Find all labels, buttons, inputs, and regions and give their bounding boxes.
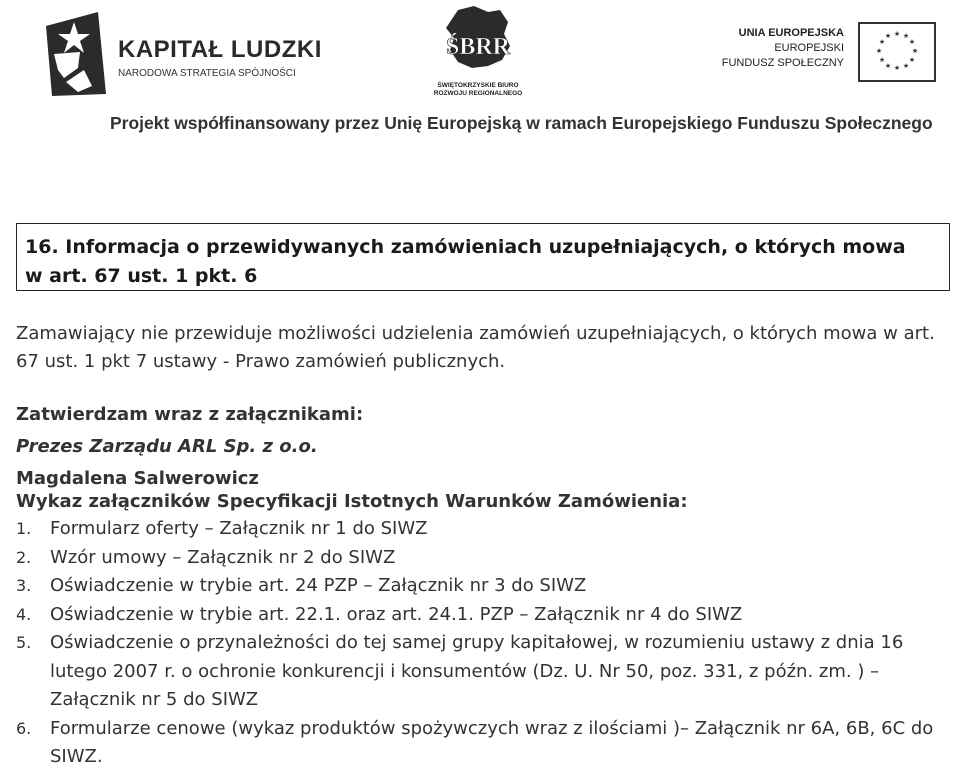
- svg-text:★: ★: [878, 38, 886, 46]
- kapital-ludzki-subtitle: NARODOWA STRATEGIA SPÓJNOŚCI: [118, 68, 296, 79]
- list-item: [16, 715, 946, 772]
- kapital-ludzki-title: KAPITAŁ LUDZKI: [118, 36, 322, 63]
- attachments-list: [16, 515, 946, 772]
- list-item: [16, 572, 946, 601]
- body-paragraph: Zamawiający nie przewiduje możliwości udzielenia zamówień uzupełniających, o których mowa w art. 67 ust. 1 pkt 7 ustawy - Prawo zamówień publicznych.: [16, 323, 935, 372]
- list-item-number: 5.: [16, 633, 32, 652]
- svg-text:★: ★: [893, 30, 901, 38]
- svg-text:★: ★: [884, 62, 892, 70]
- signatory-name: Magdalena Salwerowicz: [16, 468, 259, 489]
- attachments-heading: Wykaz załączników Specyfikacji Istotnych Warunków Zamówienia:: [16, 491, 688, 512]
- eu-logo: [721, 20, 936, 90]
- list-item: [16, 601, 946, 630]
- list-item-text: Oświadczenie w trybie art. 22.1. oraz art. 24.1. PZP – Załącznik nr 4 do SIWZ: [50, 603, 743, 625]
- list-item: [16, 629, 946, 715]
- eu-line-2: EUROPEJSKI: [774, 42, 844, 54]
- kapital-ludzki-logo: [40, 8, 322, 103]
- svg-text:★: ★: [893, 64, 901, 72]
- sbrr-map-icon: [428, 4, 528, 82]
- svg-text:★: ★: [902, 32, 910, 40]
- list-item-text: Oświadczenie w trybie art. 24 PZP – Załącznik nr 3 do SIWZ: [50, 575, 587, 596]
- sbrr-title: ŚBRR: [445, 34, 511, 60]
- list-item-number: 2.: [16, 547, 32, 567]
- list-item-text: Oświadczenie o przynależności do tej samej grupy kapitałowej, w rozumieniu ustawy z dnia 16 lutego 2007 r. o ochronie konkurencji i konsumentów (Dz. U. Nr 50, poz. 331, z późn. zm. ) – Załącznik nr 5 do SIWZ: [50, 632, 904, 710]
- eu-line-3: FUNDUSZ SPOŁECZNY: [721, 57, 844, 69]
- eu-flag-icon: [858, 22, 936, 82]
- svg-text:★: ★: [908, 38, 916, 46]
- kapital-ludzki-emblem-icon: [40, 8, 112, 100]
- section-title: 16. Informacja o przewidywanych zamówieniach uzupełniających, o których mowa w art. 67 ust. 1 pkt. 6: [25, 236, 906, 287]
- list-item-text: Formularze cenowe (wykaz produktów spożywczych wraz z ilościami )– Załącznik nr 6A, 6B, 6C do SIWZ.: [50, 717, 934, 767]
- sbrr-subtitle-line-2: ROZWOJU REGIONALNEGO: [433, 90, 523, 97]
- list-item-text: Wzór umowy – Załącznik nr 2 do SIWZ: [50, 546, 396, 568]
- list-item-number: 4.: [16, 604, 32, 624]
- svg-text:★: ★: [902, 62, 910, 70]
- list-item-number: 6.: [16, 718, 32, 738]
- list-item-number: 1.: [16, 519, 32, 538]
- president-title: Prezes Zarządu ARL Sp. z o.o.: [16, 436, 318, 457]
- svg-text:★: ★: [884, 32, 892, 40]
- approval-heading: Zatwierdzam wraz z załącznikami:: [16, 404, 364, 425]
- list-item: [16, 515, 946, 544]
- cofinancing-caption: Projekt współfinansowany przez Unię Europejską w ramach Europejskiego Funduszu Społecznego: [110, 113, 933, 133]
- section-box: [16, 223, 950, 291]
- sbrr-subtitle: [428, 82, 528, 98]
- list-item: [16, 544, 946, 573]
- eu-text: [722, 26, 844, 71]
- svg-text:★: ★: [878, 56, 886, 64]
- svg-text:★: ★: [908, 56, 916, 64]
- eu-line-1: UNIA EUROPEJSKA: [738, 27, 844, 39]
- sbrr-subtitle-line-1: ŚWIĘTOKRZYSKIE BIURO: [437, 82, 519, 89]
- list-item-number: 3.: [16, 576, 32, 595]
- svg-text:★: ★: [875, 47, 883, 55]
- list-item-text: Formularz oferty – Załącznik nr 1 do SIWZ: [50, 518, 428, 539]
- svg-text:★: ★: [911, 47, 919, 55]
- sbrr-logo: [428, 4, 528, 104]
- logo-header: [0, 0, 960, 150]
